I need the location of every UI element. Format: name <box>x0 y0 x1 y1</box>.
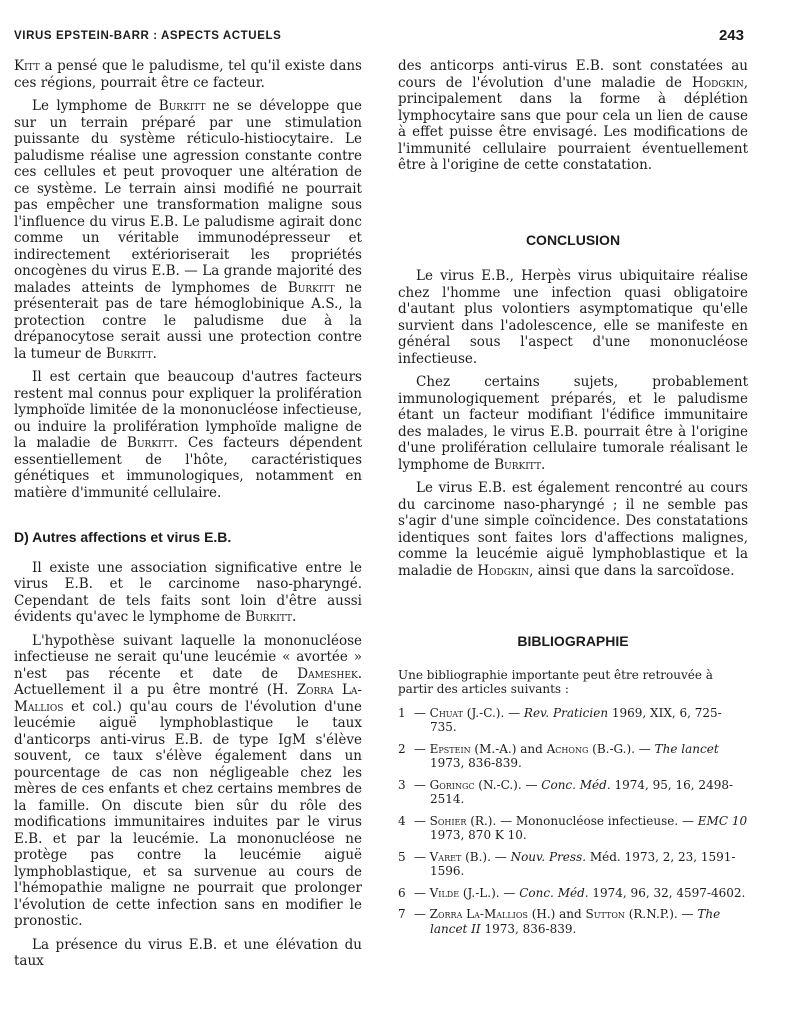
paragraph: Kitt a pensé que le paludisme, tel qu'il existe dans ces régions, pourrait être ce facteur. <box>14 58 362 91</box>
reference-item: 5 — Varet (B.). — Nouv. Press. Méd. 1973, 2, 23, 1591-1596. <box>398 849 736 878</box>
reference-item: 6 — Vilde (J.-L.). — Conc. Méd. 1974, 96, 32, 4597-4602. <box>398 885 746 900</box>
section-heading: D) Autres affections et virus E.B. <box>14 529 232 545</box>
page-number: 243 <box>718 27 744 44</box>
paragraph: L'hypothèse suivant laquelle la mononucléose infectieuse ne serait qu'une leucémie « avortée » n'est pas récente et date de Dameshek. Actuellement il a pu être montré (H. Zorra La-Mallios et col.) qu'au cours de l'évolution d'une leucémie aiguë lymphoblastique le taux d'anticorps anti-virus E.B. de type IgM s'élève souvent, ce taux s'élève également dans un pourcentage de cas non négligeable chez les mères de ces enfants et chez certains membres de la famille. On discute bien sûr du rôle des modifications immunitaires induites par le virus E.B. et par la leucémie. La mononucléose ne protège pas contre la leucémie aiguë lymphoblastique, et sa survenue au cours de l'hémopathie maligne ne pourrait que prolonger l'évolution de cette infection sans en modifier le pronostic. <box>14 632 362 929</box>
bibliography-heading: BIBLIOGRAPHIE <box>517 633 629 649</box>
reference-item: 2 — Epstein (M.-A.) and Achong (B.-G.). — The lancet 1973, 836-839. <box>398 741 719 770</box>
reference-list <box>398 706 748 937</box>
bibliography-intro: Une bibliographie importante peut être retrouvée à partir des articles suivants : <box>398 667 713 696</box>
paragraph: La présence du virus E.B. et une élévation du taux <box>14 936 362 969</box>
paragraph: Le virus E.B., Herpès virus ubiquitaire réalise chez l'homme une infection quasi obligatoire d'autant plus volontiers asymptomatique qu'elle survient dans l'adolescence, elle se manifeste en général sous l'aspect d'une mononucléose infectieuse. <box>398 268 748 367</box>
reference-item: 7 — Zorra La-Mallios (H.) and Sutton (R.N.P.). — The lancet II 1973, 836-839. <box>398 907 721 936</box>
running-head: VIRUS EPSTEIN-BARR : ASPECTS ACTUELS <box>14 30 282 42</box>
reference-item: 3 — Goringc (N.-C.). — Conc. Méd. 1974, 95, 16, 2498-2514. <box>398 777 734 806</box>
conclusion-heading: CONCLUSION <box>525 231 621 248</box>
reference-item: 1 — Chuat (J.-C.). — Rev. Praticien 1969, XIX, 6, 725-735. <box>398 705 722 734</box>
paragraph: Il est certain que beaucoup d'autres facteurs restent mal connus pour expliquer la prolifération lymphoïde limitée de la mononucléose infectieuse, ou induire la prolifération lymphoïde maligne de la maladie de Burkitt. Ces facteurs dépendent essentiellement de l'hôte, caractéristiques génétiques et immunologiques, notamment en matière d'immunité cellulaire. <box>14 369 362 501</box>
reference-item: 4 — Sohier (R.). — Mononucléose infectieuse. — EMC 10 1973, 870 K 10. <box>398 813 748 842</box>
paragraph: des anticorps anti-virus E.B. sont constatées au cours de l'évolution d'une maladie de Hodgkin, principalement dans la forme à déplétion lymphocytaire sans que pour cela un lien de cause à effet puisse être envisagé. Les modifications de l'immunité cellulaire pourraient éventuellement être à l'origine de cette constatation. <box>398 58 748 173</box>
right-column <box>398 58 748 943</box>
paragraph: Le virus E.B. est également rencontré au cours du carcinome naso-pharyngé ; il ne semble pas s'agir d'une simple coïncidence. Des constatations identiques sont faites lors d'affections malignes, comme la leucémie aiguë lymphoblastique et la maladie de Hodgkin, ainsi que dans la sarcoïdose. <box>398 480 748 579</box>
paragraph: Chez certains sujets, probablement immunologiquement préparés, et le paludisme étant un facteur modifiant l'édifice immunitaire des malades, le virus E.B. pourrait être à l'origine d'une prolifération cellulaire tumorale réalisant le lymphome de Burkitt. <box>398 374 748 473</box>
left-column <box>14 58 362 977</box>
paragraph: Le lymphome de Burkitt ne se développe que sur un terrain préparé par une stimulation puissante du système réticulo-histiocytaire. Le paludisme réalise une agression constante contre ces cellules et peut provoquer une altération de ce système. Le terrain ainsi modifié ne pourrait pas empêcher une transformation maligne sous l'influence du virus E.B. Le paludisme agirait donc comme un véritable immunodépresseur et indirectement extérioriserait les propriétés oncogènes du virus E.B. — La grande majorité des malades atteints de lymphomes de Burkitt ne présenterait pas de tare hémoglobinique A.S., la protection contre le paludisme due à la drépanocytose serait aussi une protection contre la tumeur de Burkitt. <box>14 98 362 362</box>
paragraph: Il existe une association significative entre le virus E.B. et le carcinome naso-pharyngé. Cependant de tels faits sont loin d'être aussi évidents qu'avec le lymphome de Burkitt. <box>14 559 362 625</box>
